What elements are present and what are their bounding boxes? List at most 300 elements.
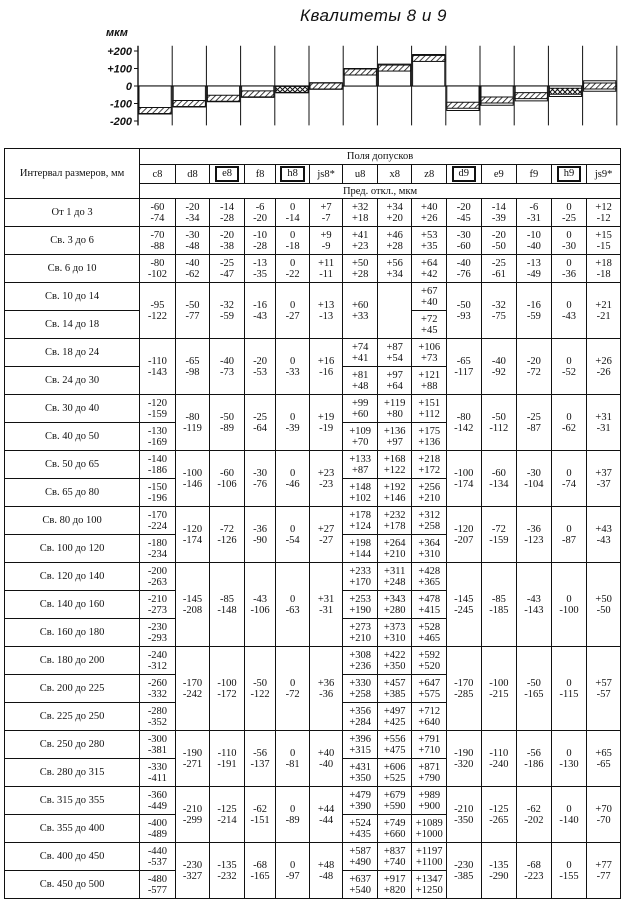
upper-deviation: 0 <box>289 229 296 241</box>
deviation-cell <box>412 591 447 619</box>
deviation-cell <box>517 647 552 731</box>
deviation-cell <box>175 283 210 339</box>
deviation-cell <box>244 563 276 647</box>
deviation-cell <box>377 367 412 395</box>
lower-deviation: +60 <box>351 408 369 420</box>
deviation-cell <box>447 647 482 731</box>
zone-label: h9 <box>557 166 582 182</box>
upper-deviation: +136 <box>383 425 406 437</box>
upper-deviation: -210 <box>147 593 168 605</box>
upper-deviation: +41 <box>351 229 369 241</box>
upper-deviation: -20 <box>491 229 506 241</box>
lower-deviation: -104 <box>524 478 544 490</box>
deviation-cell <box>481 731 517 787</box>
lower-deviation: -381 <box>147 744 168 756</box>
upper-deviation: 0 <box>566 229 572 241</box>
upper-deviation: +40 <box>421 201 438 213</box>
upper-deviation: +15 <box>595 229 612 241</box>
lower-deviation: +88 <box>421 380 438 392</box>
upper-deviation: +308 <box>349 649 371 661</box>
deviation-cell <box>343 479 378 507</box>
lower-deviation: -64 <box>253 422 268 434</box>
deviation-cell <box>377 843 412 871</box>
upper-deviation: -200 <box>147 565 168 577</box>
lower-deviation: -115 <box>559 688 579 700</box>
lower-deviation: -165 <box>250 870 270 882</box>
upper-deviation: +148 <box>349 481 371 493</box>
lower-deviation: -39 <box>491 212 506 224</box>
deviation-cell <box>343 815 378 843</box>
upper-deviation: -20 <box>220 229 235 241</box>
upper-deviation: +556 <box>383 733 406 745</box>
upper-deviation: -130 <box>147 425 168 437</box>
deviation-cell <box>377 759 412 787</box>
upper-deviation: -25 <box>253 411 268 423</box>
upper-deviation: +917 <box>383 873 406 885</box>
deviation-cell <box>517 563 552 647</box>
lower-deviation: -43 <box>253 310 268 322</box>
lower-deviation: -90 <box>253 534 268 546</box>
lower-deviation: -7 <box>321 212 331 224</box>
upper-deviation: +312 <box>418 509 441 521</box>
zone-h9 <box>549 88 581 94</box>
upper-deviation: -30 <box>456 229 471 241</box>
lower-deviation: -234 <box>147 548 168 560</box>
deviation-cell <box>210 395 245 451</box>
interval-cell: От 1 до 3 <box>5 199 140 227</box>
deviation-cell <box>309 199 343 227</box>
lower-deviation: -59 <box>220 310 235 322</box>
upper-deviation: +356 <box>349 705 371 717</box>
deviation-cell <box>551 255 587 283</box>
upper-deviation: 0 <box>289 803 296 815</box>
lower-deviation: +122 <box>383 464 406 476</box>
lower-deviation: -196 <box>147 492 168 504</box>
interval-cell: Св. 6 до 10 <box>5 255 140 283</box>
upper-deviation: +587 <box>349 845 371 857</box>
upper-deviation: +11 <box>318 257 335 269</box>
upper-deviation: +65 <box>595 747 612 759</box>
deviation-cell <box>517 395 552 451</box>
lower-deviation: -148 <box>217 604 237 616</box>
deviation-cell <box>377 703 412 731</box>
upper-deviation: +592 <box>418 649 441 661</box>
lower-deviation: -312 <box>147 660 168 672</box>
lower-deviation: -293 <box>147 632 168 644</box>
interval-cell: Св. 40 до 50 <box>5 423 140 451</box>
lower-deviation: -273 <box>147 604 168 616</box>
upper-deviation: +606 <box>383 761 406 773</box>
upper-deviation: +97 <box>386 369 403 381</box>
deviation-cell <box>551 199 587 227</box>
lower-deviation: -106 <box>217 478 237 490</box>
deviation-cell <box>447 339 482 395</box>
lower-deviation: +490 <box>349 856 371 868</box>
lower-deviation: -191 <box>217 758 237 770</box>
deviation-cell <box>412 731 447 759</box>
lower-deviation: -159 <box>489 534 509 546</box>
y-tick-label: +100 <box>107 63 132 76</box>
upper-deviation: -16 <box>526 299 541 311</box>
interval-cell: Св. 100 до 120 <box>5 535 140 563</box>
deviation-cell <box>481 395 517 451</box>
deviation-cell <box>210 255 245 283</box>
deviation-cell <box>244 647 276 731</box>
lower-deviation: -232 <box>217 870 237 882</box>
upper-deviation: +106 <box>418 341 441 353</box>
lower-deviation: -27 <box>285 310 300 322</box>
lower-deviation: -174 <box>182 534 203 546</box>
deviation-cell <box>244 255 276 283</box>
upper-deviation: -125 <box>489 803 509 815</box>
deviation-cell <box>377 591 412 619</box>
lower-deviation: +48 <box>351 380 369 392</box>
deviation-cell <box>309 227 343 255</box>
lower-deviation: +385 <box>383 688 406 700</box>
lower-deviation: -31 <box>319 604 334 616</box>
deviation-cell <box>210 283 245 339</box>
lower-deviation: -30 <box>561 240 576 252</box>
lower-deviation: -186 <box>524 758 544 770</box>
upper-deviation: 0 <box>566 299 572 311</box>
tolerance-chart <box>0 22 625 148</box>
lower-deviation: -13 <box>319 310 334 322</box>
deviation-cell <box>343 423 378 451</box>
deviation-cell <box>377 451 412 479</box>
deviation-cell <box>481 647 517 731</box>
lower-deviation: -75 <box>491 310 506 322</box>
deviation-cell <box>377 675 412 703</box>
interval-cell: Св. 120 до 140 <box>5 563 140 591</box>
lower-deviation: +54 <box>386 352 403 364</box>
interval-cell: Св. 400 до 450 <box>5 843 140 871</box>
lower-deviation: +172 <box>418 464 441 476</box>
deviation-cell <box>412 759 447 787</box>
table-row <box>5 451 621 479</box>
lower-deviation: -215 <box>489 688 509 700</box>
lower-deviation: +178 <box>383 520 406 532</box>
lower-deviation: -106 <box>250 604 270 616</box>
lower-deviation: -19 <box>319 422 334 434</box>
deviation-cell <box>481 339 517 395</box>
deviation-cell <box>140 199 176 227</box>
upper-deviation: -25 <box>220 257 235 269</box>
deviation-cell <box>412 395 447 423</box>
deviation-cell <box>210 199 245 227</box>
lower-deviation: +310 <box>418 548 441 560</box>
interval-cell: Св. 140 до 160 <box>5 591 140 619</box>
deviation-cell <box>587 647 621 731</box>
lower-deviation: +540 <box>349 884 371 896</box>
upper-deviation: -440 <box>147 845 168 857</box>
interval-cell: Св. 200 до 225 <box>5 675 140 703</box>
lower-deviation: -223 <box>524 870 544 882</box>
upper-deviation: -100 <box>454 467 474 479</box>
deviation-cell <box>309 507 343 563</box>
upper-deviation: +837 <box>383 845 406 857</box>
zone-header <box>481 165 517 184</box>
lower-deviation: -39 <box>285 422 300 434</box>
deviation-cell <box>343 451 378 479</box>
deviation-cell <box>447 563 482 647</box>
deviation-cell <box>140 591 176 619</box>
lower-deviation: -36 <box>561 268 576 280</box>
deviation-cell <box>551 395 587 451</box>
deviation-cell <box>412 367 447 395</box>
deviation-cell <box>175 563 210 647</box>
deviation-cell <box>377 507 412 535</box>
lower-deviation: -146 <box>182 478 203 490</box>
zone-header <box>447 165 482 184</box>
deviation-cell <box>140 423 176 451</box>
upper-deviation: +31 <box>317 593 335 605</box>
zone-js9* <box>584 83 616 89</box>
zone-label: e8 <box>215 166 239 182</box>
lower-deviation: -72 <box>285 688 300 700</box>
upper-deviation: -150 <box>147 481 168 493</box>
upper-deviation: -10 <box>526 229 541 241</box>
upper-deviation: -20 <box>253 355 268 367</box>
upper-deviation: +50 <box>351 257 369 269</box>
deviation-cell <box>343 787 378 815</box>
deviation-cell <box>210 339 245 395</box>
lower-deviation: -143 <box>524 604 544 616</box>
upper-deviation: -30 <box>185 229 200 241</box>
upper-deviation: +637 <box>349 873 371 885</box>
upper-deviation: +64 <box>421 257 438 269</box>
lower-deviation: -411 <box>148 772 167 784</box>
lower-deviation: -122 <box>250 688 270 700</box>
deviation-cell <box>481 451 517 507</box>
lower-deviation: -102 <box>147 268 168 280</box>
lower-deviation: +425 <box>383 716 406 728</box>
lower-deviation: +1000 <box>415 828 443 840</box>
deviation-cell <box>343 255 378 283</box>
upper-deviation: -330 <box>147 761 168 773</box>
interval-cell: Св. 250 до 280 <box>5 731 140 759</box>
deviation-cell <box>175 255 210 283</box>
lower-deviation: +575 <box>418 688 441 700</box>
upper-deviation: +19 <box>317 411 335 423</box>
deviation-cell <box>309 731 343 787</box>
lower-deviation: +258 <box>418 520 441 532</box>
lower-deviation: -22 <box>285 268 300 280</box>
deviation-cell <box>210 507 245 563</box>
zone-label: js8* <box>317 168 335 180</box>
table-row <box>5 843 621 871</box>
lower-deviation: -123 <box>524 534 544 546</box>
lower-deviation: +97 <box>386 436 403 448</box>
upper-deviation: -85 <box>491 593 506 605</box>
upper-deviation: -120 <box>147 397 168 409</box>
deviation-cell <box>587 255 621 283</box>
upper-deviation: -40 <box>491 355 506 367</box>
upper-deviation: +18 <box>595 257 612 269</box>
zone-x8 <box>378 65 410 71</box>
upper-deviation: -14 <box>220 201 235 213</box>
lower-deviation: -208 <box>182 604 203 616</box>
lower-deviation: +258 <box>349 688 371 700</box>
upper-deviation: +178 <box>349 509 371 521</box>
interval-cell: Св. 225 до 250 <box>5 703 140 731</box>
upper-deviation: +232 <box>383 509 406 521</box>
lower-deviation: -72 <box>526 366 541 378</box>
lower-deviation: -33 <box>285 366 300 378</box>
table-row <box>5 339 621 367</box>
deviation-cell <box>343 759 378 787</box>
upper-deviation: +264 <box>383 537 406 549</box>
deviation-cell <box>276 507 310 563</box>
upper-deviation: -80 <box>456 411 471 423</box>
lower-deviation: +87 <box>351 464 369 476</box>
lower-deviation: +350 <box>383 660 406 672</box>
deviation-cell <box>517 339 552 395</box>
upper-deviation: 0 <box>289 523 296 535</box>
upper-deviation: -65 <box>185 355 200 367</box>
upper-deviation: +989 <box>418 789 441 801</box>
lower-deviation: -285 <box>454 688 474 700</box>
deviations-label: Пред. откл., мкм <box>140 184 621 199</box>
deviation-cell <box>276 563 310 647</box>
upper-deviation: +74 <box>351 341 369 353</box>
upper-deviation: +528 <box>418 621 441 633</box>
upper-deviation: +109 <box>349 425 371 437</box>
deviation-cell <box>210 843 245 899</box>
deviation-cell <box>175 731 210 787</box>
deviation-cell <box>343 703 378 731</box>
upper-deviation: +253 <box>349 593 371 605</box>
zone-header <box>551 165 587 184</box>
upper-deviation: +40 <box>317 747 335 759</box>
deviation-cell <box>551 283 587 339</box>
lower-deviation: -62 <box>185 268 200 280</box>
interval-cell: Св. 30 до 40 <box>5 395 140 423</box>
upper-deviation: -230 <box>182 859 203 871</box>
deviation-cell <box>210 227 245 255</box>
deviation-cell <box>175 339 210 395</box>
deviation-cell <box>343 563 378 591</box>
deviation-cell <box>244 395 276 451</box>
deviation-cell <box>140 815 176 843</box>
upper-deviation: -62 <box>526 803 541 815</box>
deviation-cell <box>412 339 447 367</box>
upper-deviation: 0 <box>566 467 572 479</box>
deviation-cell <box>377 647 412 675</box>
zone-f9 <box>515 93 547 99</box>
lower-deviation: -165 <box>524 688 544 700</box>
lower-deviation: +900 <box>418 800 441 812</box>
lower-deviation: -45 <box>456 212 471 224</box>
zone-d9 <box>447 102 479 108</box>
deviation-cell <box>210 787 245 843</box>
lower-deviation: -271 <box>182 758 203 770</box>
deviation-cell <box>377 535 412 563</box>
deviation-cell <box>343 339 378 367</box>
lower-deviation: +18 <box>351 212 369 224</box>
upper-deviation: -14 <box>491 201 506 213</box>
lower-deviation: -14 <box>285 212 300 224</box>
lower-deviation: -59 <box>526 310 541 322</box>
upper-deviation: -72 <box>491 523 506 535</box>
upper-deviation: -100 <box>182 467 203 479</box>
deviation-cell <box>551 507 587 563</box>
upper-deviation: +43 <box>595 523 612 535</box>
upper-deviation: +77 <box>595 859 612 871</box>
upper-deviation: +1089 <box>415 817 443 829</box>
lower-deviation: -159 <box>147 408 168 420</box>
lower-deviation: +124 <box>349 520 371 532</box>
deviation-cell <box>309 395 343 451</box>
upper-deviation: -135 <box>489 859 509 871</box>
lower-deviation: -385 <box>454 870 474 882</box>
deviation-cell <box>481 507 517 563</box>
deviation-cell <box>244 227 276 255</box>
upper-deviation: -68 <box>526 859 541 871</box>
upper-deviation: +373 <box>383 621 406 633</box>
upper-deviation: -140 <box>147 453 168 465</box>
upper-deviation: 0 <box>289 593 296 605</box>
deviation-cell <box>412 423 447 451</box>
deviation-cell <box>447 395 482 451</box>
lower-deviation: +23 <box>351 240 369 252</box>
upper-deviation: -36 <box>526 523 541 535</box>
lower-deviation: +28 <box>386 240 403 252</box>
lower-deviation: -28 <box>220 212 235 224</box>
deviation-cell <box>343 199 378 227</box>
deviation-cell <box>140 535 176 563</box>
upper-deviation: +712 <box>418 705 441 717</box>
table-row <box>5 647 621 675</box>
upper-deviation: +749 <box>383 817 406 829</box>
interval-cell: Св. 10 до 14 <box>5 283 140 311</box>
upper-deviation: 0 <box>289 747 296 759</box>
upper-deviation: +151 <box>418 397 441 409</box>
deviation-cell <box>517 731 552 787</box>
lower-deviation: -76 <box>456 268 471 280</box>
lower-deviation: -130 <box>559 758 579 770</box>
lower-deviation: -53 <box>253 366 268 378</box>
deviation-cell <box>175 227 210 255</box>
upper-deviation: +364 <box>418 537 441 549</box>
lower-deviation: -73 <box>220 366 235 378</box>
upper-deviation: -50 <box>185 299 200 311</box>
lower-deviation: +365 <box>418 576 441 588</box>
lower-deviation: -577 <box>147 884 168 896</box>
deviation-cell <box>587 227 621 255</box>
lower-deviation: +710 <box>418 744 441 756</box>
lower-deviation: -20 <box>253 212 268 224</box>
deviation-cell <box>276 843 310 899</box>
upper-deviation: -170 <box>454 677 474 689</box>
deviation-cell <box>309 843 343 899</box>
lower-deviation: -174 <box>454 478 474 490</box>
page-title: Квалитеты 8 и 9 <box>300 6 447 25</box>
upper-deviation: +175 <box>418 425 441 437</box>
lower-deviation: +525 <box>383 772 406 784</box>
upper-deviation: 0 <box>289 355 296 367</box>
upper-deviation: +1347 <box>415 873 443 885</box>
lower-deviation: -143 <box>147 366 168 378</box>
deviation-cell <box>343 283 378 339</box>
deviation-cell <box>551 647 587 731</box>
upper-deviation: 0 <box>289 299 296 311</box>
upper-deviation: -68 <box>253 859 268 871</box>
upper-deviation: +133 <box>349 453 371 465</box>
upper-deviation: -145 <box>454 593 474 605</box>
upper-deviation: +13 <box>317 299 335 311</box>
lower-deviation: +190 <box>349 604 371 616</box>
deviation-cell <box>551 563 587 647</box>
